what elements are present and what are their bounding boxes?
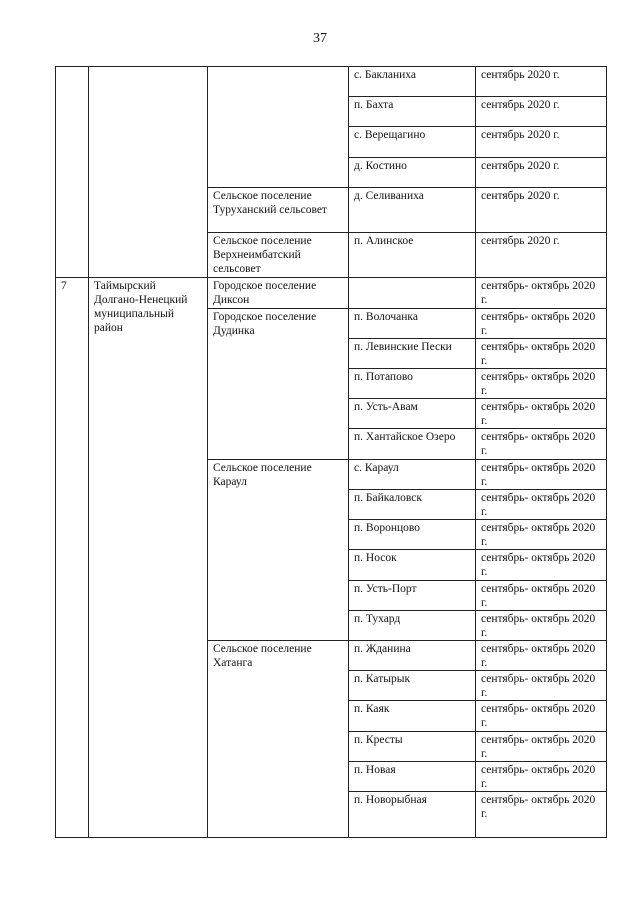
date-cell: сентябрь- октябрь 2020 г. [476,490,607,520]
municipality-cell: Сельское поселение Верхнеимбатский сельсовет [208,233,349,278]
municipality-cell: Городское поселение Дудинка [208,309,349,460]
settlement-cell: п. Алинское [349,233,476,278]
date-cell: сентябрь- октябрь 2020 г. [476,550,607,581]
settlement-cell: п. Каяк [349,701,476,732]
date-cell: сентябрь- октябрь 2020 г. [476,309,607,339]
date-cell: сентябрь 2020 г. [476,233,607,278]
date-cell: сентябрь 2020 г. [476,67,607,97]
municipality-cell: Сельское поселение Туруханский сельсовет [208,188,349,233]
settlements-table [55,66,607,838]
date-cell: сентябрь- октябрь 2020 г. [476,339,607,369]
settlement-cell: д. Селиваниха [349,188,476,233]
settlement-cell: п. Воронцово [349,520,476,550]
date-cell: сентябрь 2020 г. [476,158,607,188]
date-cell: сентябрь- октябрь 2020 г. [476,460,607,490]
settlement-cell [349,278,476,309]
date-cell: сентябрь- октябрь 2020 г. [476,520,607,550]
date-cell: сентябрь 2020 г. [476,127,607,158]
date-cell: сентябрь 2020 г. [476,97,607,127]
date-cell: сентябрь- октябрь 2020 г. [476,581,607,611]
settlement-cell: п. Левинские Пески [349,339,476,369]
date-cell: сентябрь- октябрь 2020 г. [476,671,607,701]
date-cell: сентябрь 2020 г. [476,188,607,233]
settlement-cell: п. Байкаловск [349,490,476,520]
municipality-cell: Сельское поселение Хатанга [208,641,349,838]
date-cell: сентябрь- октябрь 2020 г. [476,762,607,792]
settlement-cell: п. Новорыбная [349,792,476,838]
page-number: 37 [313,31,327,46]
municipality-cell [208,67,349,188]
settlement-cell: п. Хантайское Озеро [349,429,476,460]
settlement-cell: п. Потапово [349,369,476,399]
date-cell: сентябрь- октябрь 2020 г. [476,701,607,732]
date-cell: сентябрь- октябрь 2020 г. [476,732,607,762]
date-cell: сентябрь- октябрь 2020 г. [476,429,607,460]
settlement-cell: д. Костино [349,158,476,188]
settlement-cell: с. Верещагино [349,127,476,158]
settlement-cell: п. Бахта [349,97,476,127]
settlement-cell: п. Новая [349,762,476,792]
date-cell: сентябрь- октябрь 2020 г. [476,611,607,641]
date-cell: сентябрь- октябрь 2020 г. [476,792,607,838]
date-cell: сентябрь- октябрь 2020 г. [476,399,607,429]
municipality-cell: Сельское поселение Караул [208,460,349,641]
settlement-cell: п. Носок [349,550,476,581]
settlement-cell: п. Жданина [349,641,476,671]
settlement-cell: с. Караул [349,460,476,490]
settlement-cell: п. Усть-Порт [349,581,476,611]
settlement-cell: п. Усть-Авам [349,399,476,429]
settlement-cell: п. Тухард [349,611,476,641]
settlement-cell: п. Кресты [349,732,476,762]
settlement-cell: п. Волочанка [349,309,476,339]
number-cell: 7 [56,278,89,838]
date-cell: сентябрь- октябрь 2020 г. [476,278,607,309]
date-cell: сентябрь- октябрь 2020 г. [476,369,607,399]
settlement-cell: п. Катырык [349,671,476,701]
date-cell: сентябрь- октябрь 2020 г. [476,641,607,671]
table-row [56,67,607,97]
number-cell [56,67,89,278]
municipality-cell: Городское поселение Диксон [208,278,349,309]
district-cell: Таймырский Долгано-Ненецкий муниципальный район [89,278,208,838]
table-row [56,278,607,309]
district-cell [89,67,208,278]
settlement-cell: с. Бакланиха [349,67,476,97]
